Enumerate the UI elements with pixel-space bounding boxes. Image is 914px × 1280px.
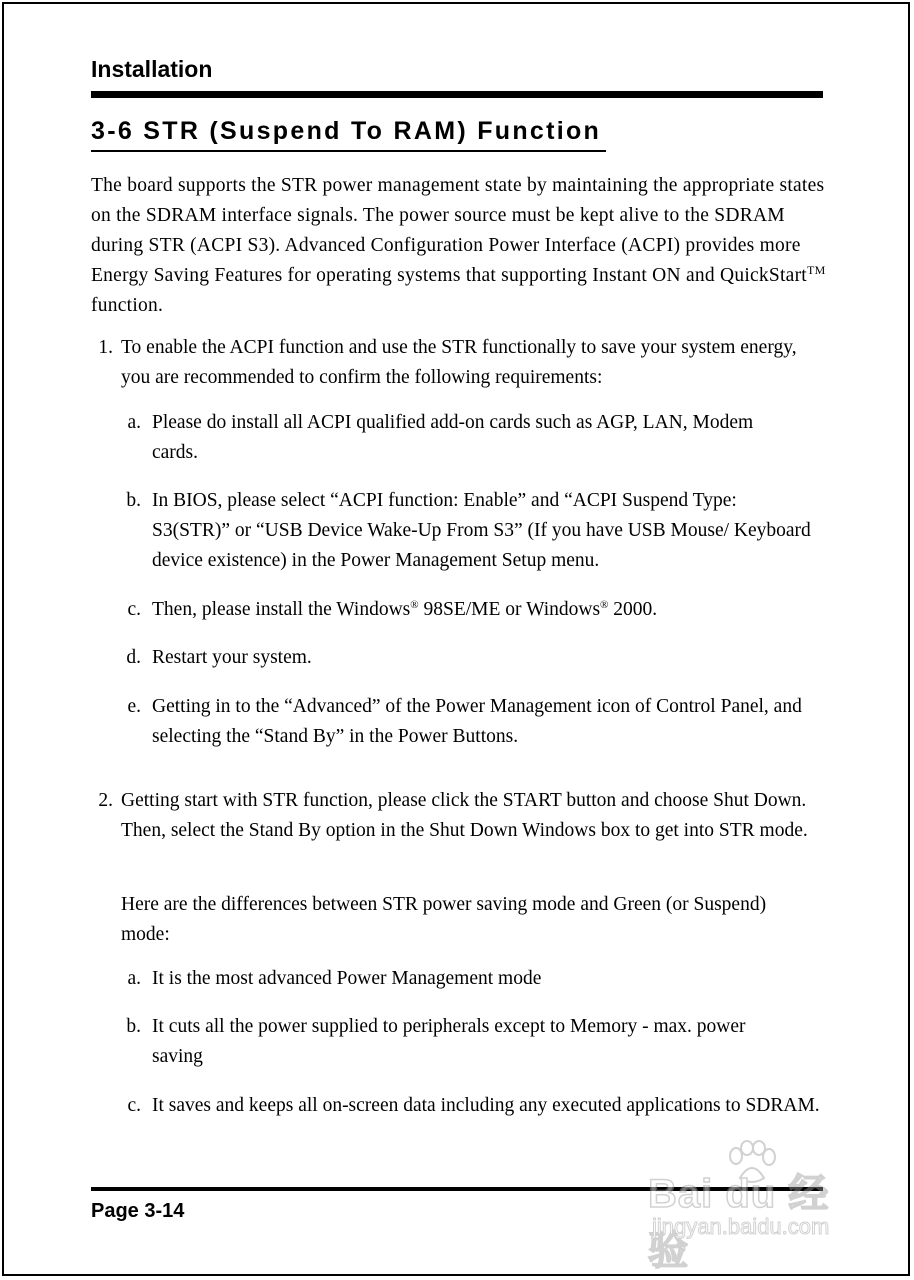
item-text: It saves and keeps all on-screen data including any executed applications to SDRAM. bbox=[152, 1095, 820, 1116]
item-label: e. bbox=[127, 696, 141, 717]
item-text: Restart your system. bbox=[152, 647, 312, 668]
item-label: b. bbox=[126, 490, 141, 511]
section-underline bbox=[91, 150, 606, 152]
section-title: 3-6 STR (Suspend To RAM) Function bbox=[91, 117, 602, 145]
item-text: Please do install all ACPI qualified add-on cards such as AGP, LAN, Modem cards. bbox=[152, 412, 754, 463]
item-text-part: Then, please install the Windows bbox=[152, 599, 411, 620]
intro-text-end: function. bbox=[91, 295, 164, 316]
step-2-number: 2. bbox=[98, 790, 113, 811]
item-label: c. bbox=[127, 599, 141, 620]
item-text: Getting in to the “Advanced” of the Power Management icon of Control Panel, and selecting the “Stand By” in the Power Buttons. bbox=[152, 696, 802, 747]
header-rule bbox=[91, 91, 823, 98]
intro-text: The board supports the STR power management state by maintaining the appropriate states on the SDRAM interface signals. The power source must be kept alive to the SDRAM during STR (ACPI S3). Advanced Configuration Power Interface (ACPI) provides more Energy Saving Features for operating systems that supporting Instant ON and QuickStart bbox=[91, 175, 825, 286]
item-label: c. bbox=[127, 1095, 141, 1116]
item-label: a. bbox=[127, 412, 141, 433]
registered-mark: ® bbox=[600, 599, 609, 611]
page-number: Page 3-14 bbox=[91, 1200, 185, 1222]
item-label: b. bbox=[126, 1016, 141, 1037]
trademark-mark: TM bbox=[806, 263, 826, 277]
step-1-text: To enable the ACPI function and use the STR functionally to save your system energy, you are recommended to confirm the following requirements: bbox=[121, 337, 797, 388]
item-text bbox=[152, 595, 817, 625]
item-text: It cuts all the power supplied to peripherals except to Memory - max. power saving bbox=[152, 1016, 746, 1067]
item-text: In BIOS, please select “ACPI function: Enable” and “ACPI Suspend Type: S3(STR)” or “USB Device Wake-Up From S3” (If you have USB Mouse/ Keyboard device existence) in the Power Management Setup menu. bbox=[152, 490, 811, 571]
item-text-part: 98SE/ME or Windows bbox=[418, 599, 601, 620]
item-text-part: 2000. bbox=[608, 599, 658, 620]
watermark bbox=[648, 1140, 858, 1273]
differences-intro-text: Here are the differences between STR power saving mode and Green (or Suspend) mode: bbox=[121, 894, 767, 945]
page-header-title: Installation bbox=[91, 56, 213, 82]
item-label: d. bbox=[126, 647, 141, 668]
registered-mark: ® bbox=[410, 599, 419, 611]
step-1-number: 1. bbox=[98, 337, 113, 358]
intro-paragraph bbox=[91, 171, 831, 321]
item-label: a. bbox=[127, 968, 141, 989]
watermark-logo: Bai du 经验 bbox=[648, 1172, 830, 1273]
watermark-url: jingyan.baidu.com bbox=[652, 1214, 830, 1239]
item-text: It is the most advanced Power Management mode bbox=[152, 968, 542, 989]
step-2-text: Getting start with STR function, please click the START button and choose Shut Down. Then, select the Stand By option in the Shut Down Windows box to get into STR mode. bbox=[121, 790, 808, 841]
